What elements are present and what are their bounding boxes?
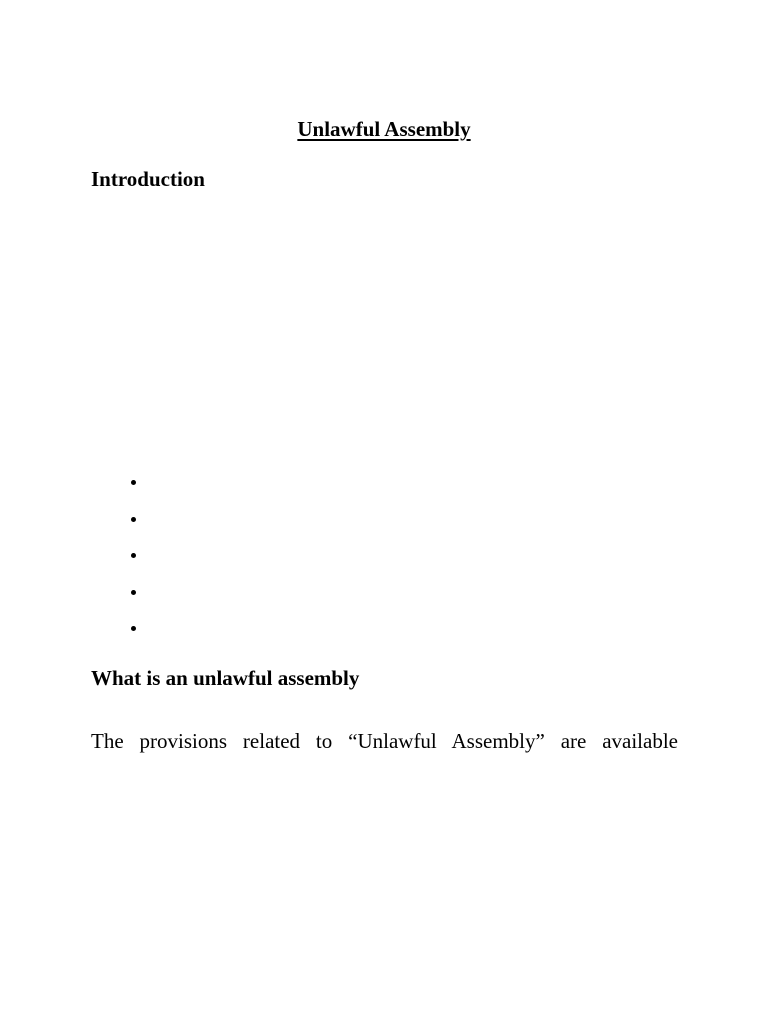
bullet-list: [131, 472, 156, 655]
list-item: [131, 472, 156, 509]
list-item: [131, 545, 156, 582]
bullet-icon: [131, 626, 136, 631]
list-item: [131, 582, 156, 619]
list-item: [131, 509, 156, 546]
bullet-icon: [131, 553, 136, 558]
section-heading-what-is-unlawful-assembly: What is an unlawful assembly: [91, 666, 360, 690]
bullet-icon: [131, 590, 136, 595]
list-item: [131, 618, 156, 655]
bullet-icon: [131, 517, 136, 522]
bullet-icon: [131, 480, 136, 485]
section-heading-introduction: Introduction: [91, 167, 205, 191]
document-title: Unlawful Assembly: [297, 117, 471, 141]
body-paragraph: The provisions related to “Unlawful Assembly” are available: [91, 729, 678, 753]
